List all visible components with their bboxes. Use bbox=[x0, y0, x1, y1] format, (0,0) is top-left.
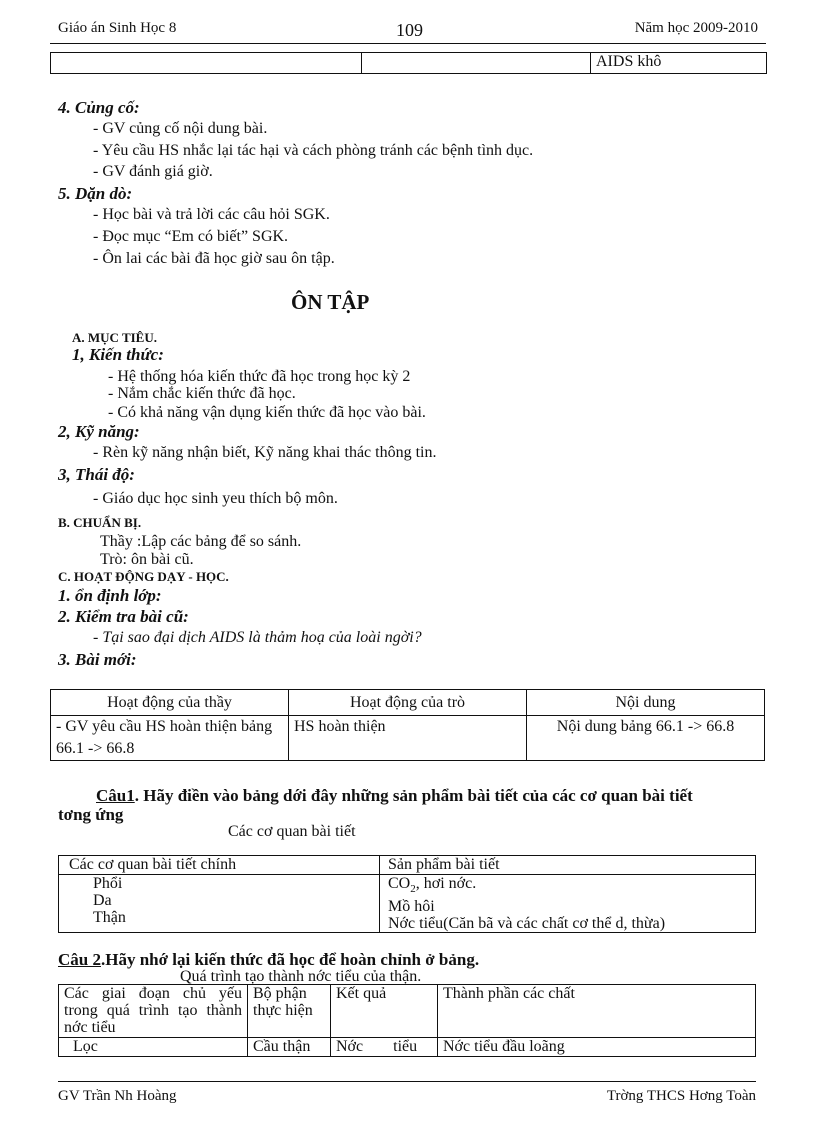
organ-item: Thận bbox=[93, 909, 126, 926]
top-table-cell bbox=[362, 53, 591, 74]
top-table-fragment bbox=[50, 52, 767, 74]
header-left: Giáo án Sinh Học 8 bbox=[58, 20, 177, 36]
page-number: 109 bbox=[396, 20, 423, 40]
product-item: Nớc tiểu(Căn bã và các chất cơ thể d, thừa) bbox=[388, 915, 666, 933]
question2-caption: Quá trình tạo thành nớc tiểu của thận. bbox=[180, 968, 422, 985]
attitude-item: - Giáo dục học sinh yeu thích bộ môn. bbox=[93, 490, 338, 507]
section4-item: - Yêu cầu HS nhắc lại tác hại và cách phòng tránh các bệnh tình dục. bbox=[93, 142, 534, 159]
section5-item: - Đọc mục “Em có biết” SGK. bbox=[93, 228, 289, 245]
attitude-heading: 3, Thái độ: bbox=[58, 465, 135, 484]
partA-heading: A. MỤC TIÊU. bbox=[72, 330, 157, 345]
header-right: Năm học 2009-2010 bbox=[634, 20, 758, 36]
urine-header: Các giai đoạn chủ yếu trong quá trình tạo thành nớc tiểu bbox=[59, 985, 248, 1038]
partC-heading: C. HOẠT ĐỘNG DẠY - HỌC. bbox=[58, 569, 229, 584]
knowledge-heading: 1, Kiến thức: bbox=[72, 345, 164, 364]
excretion-header: Các cơ quan bài tiết chính bbox=[59, 856, 380, 875]
question2 bbox=[58, 950, 479, 970]
activity-header: Hoạt động của trò bbox=[289, 690, 527, 716]
product-list bbox=[380, 875, 756, 933]
footer-right: Trờng THCS Hơng Toàn bbox=[606, 1088, 756, 1104]
activity-table bbox=[50, 689, 765, 761]
footer-left: GV Trần Nh Hoàng bbox=[58, 1088, 177, 1104]
knowledge-item: - Nắm chắc kiến thức đã học. bbox=[108, 385, 296, 402]
activity-cell: HS hoàn thiện bbox=[289, 716, 527, 761]
review-question: - Tại sao đại dịch AIDS là thảm hoạ của loài ngời? bbox=[93, 629, 422, 646]
section4-item: - GV đánh giá giờ. bbox=[93, 163, 213, 180]
student-prep: Trò: ôn bài cũ. bbox=[100, 551, 194, 568]
urine-cell: Cầu thận bbox=[248, 1038, 331, 1057]
top-table-cell bbox=[51, 53, 362, 74]
organ-item: Phổi bbox=[93, 875, 123, 892]
skills-item: - Rèn kỹ năng nhận biết, Kỹ năng khai thác thông tin. bbox=[93, 444, 437, 461]
question1-text-cont: tơng ứng bbox=[58, 805, 124, 824]
section5-item: - Học bài và trả lời các câu hỏi SGK. bbox=[93, 206, 330, 223]
excretion-table bbox=[58, 855, 756, 933]
urine-header: Thành phần các chất bbox=[438, 985, 756, 1038]
section5-heading: 5. Dặn dò: bbox=[58, 184, 133, 203]
step1-heading: 1. ổn định lớp: bbox=[58, 586, 162, 605]
skills-heading: 2, Kỹ năng: bbox=[58, 422, 140, 441]
urine-header: Kết quả bbox=[331, 985, 438, 1038]
step2-heading: 2. Kiểm tra bài cũ: bbox=[58, 607, 189, 626]
page-title: ÔN TẬP bbox=[291, 290, 370, 314]
partB-heading: B. CHUẨN BỊ. bbox=[58, 515, 142, 530]
organ-item: Da bbox=[93, 892, 112, 909]
question1-caption: Các cơ quan bài tiết bbox=[228, 823, 356, 840]
organ-list bbox=[59, 875, 380, 933]
question2-label: Câu 2 bbox=[58, 950, 101, 969]
section5-item: - Ôn lai các bài đã học giờ sau ôn tập. bbox=[93, 250, 335, 267]
question1 bbox=[96, 786, 693, 806]
question2-text: .Hãy nhớ lại kiến thức đã học để hoàn chỉnh ở bảng. bbox=[100, 950, 480, 969]
product-item bbox=[388, 875, 750, 898]
header-rule bbox=[50, 43, 766, 44]
activity-header: Nội dung bbox=[527, 690, 765, 716]
co2-rest: , hơi nớc. bbox=[415, 875, 477, 892]
question1-label: Câu1 bbox=[96, 786, 135, 805]
co2-text: CO bbox=[388, 875, 411, 892]
knowledge-item: - Có khả năng vận dụng kiến thức đã học vào bài. bbox=[108, 404, 426, 421]
knowledge-item: - Hệ thống hóa kiến thức đã học trong học kỳ 2 bbox=[108, 368, 411, 385]
urine-cell: Lọc bbox=[59, 1038, 248, 1057]
co2-subscript: 2 bbox=[410, 883, 416, 896]
step3-heading: 3. Bài mới: bbox=[58, 650, 137, 669]
activity-cell: Nội dung bảng 66.1 -> 66.8 bbox=[527, 716, 765, 761]
urine-table bbox=[58, 984, 756, 1057]
urine-cell: Nớc tiểu đầu loãng bbox=[438, 1038, 756, 1057]
urine-header: Bộ phận thực hiện bbox=[248, 985, 331, 1038]
question1-text: . Hãy điền vào bảng dới đây những sản phẩm bài tiết của các cơ quan bài tiết bbox=[134, 786, 693, 805]
urine-cell: Nớc tiểu bbox=[331, 1038, 438, 1057]
section4-heading: 4. Củng cố: bbox=[58, 98, 140, 117]
footer-rule bbox=[58, 1081, 756, 1082]
activity-cell: - GV yêu cầu HS hoàn thiện bảng 66.1 -> 66.8 bbox=[51, 716, 289, 761]
product-item: Mồ hôi bbox=[388, 898, 435, 916]
section4-item: - GV củng cố nội dung bài. bbox=[93, 120, 268, 137]
activity-header: Hoạt động của thầy bbox=[51, 690, 289, 716]
excretion-header: Sản phẩm bài tiết bbox=[380, 856, 756, 875]
top-table-cell: AIDS khô bbox=[591, 53, 767, 74]
teacher-prep: Thầy :Lập các bảng để so sánh. bbox=[100, 533, 302, 550]
